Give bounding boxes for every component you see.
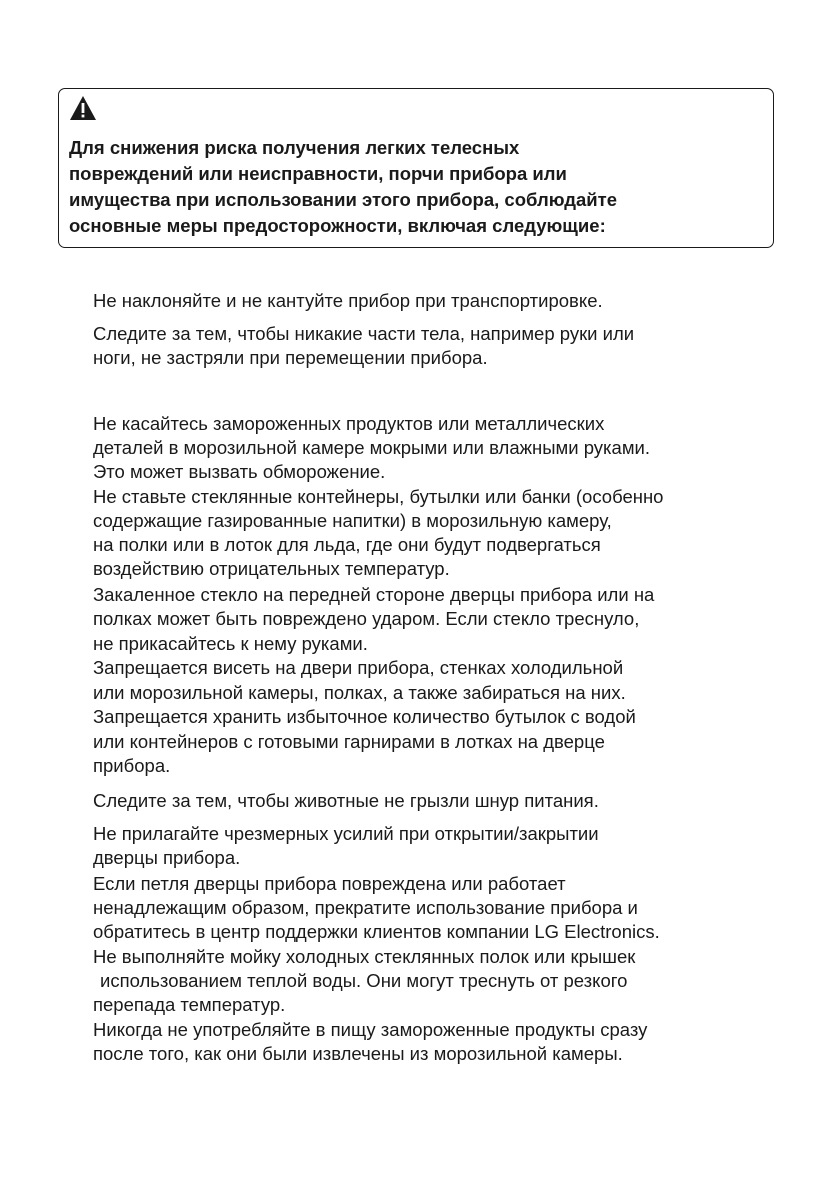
- warning-text: [69, 135, 773, 239]
- body-line: Не выполняйте мойку холодных стеклянных полок или крышек: [93, 946, 636, 967]
- body-line: обратитесь в центр поддержки клиентов компании LG Electronics.: [93, 921, 660, 942]
- body-line: ноги, не застряли при перемещении прибора.: [93, 347, 488, 368]
- body-line: воздействию отрицательных температур.: [93, 558, 450, 579]
- warning-line: основные меры предосторожности, включая следующие:: [69, 215, 606, 236]
- body-line: перепада температур.: [93, 994, 286, 1015]
- body-line: Запрещается хранить избыточное количество бутылок с водой: [93, 706, 636, 727]
- body-line: Не касайтесь замороженных продуктов или металлических: [93, 413, 605, 434]
- body-line: Закаленное стекло на передней стороне дверцы прибора или на: [93, 584, 655, 605]
- body-line: на полки или в лоток для льда, где они будут подвергаться: [93, 534, 601, 555]
- body-line: Следите за тем, чтобы никакие части тела, например руки или: [93, 323, 635, 344]
- body-line: Не прилагайте чрезмерных усилий при открытии/закрытии: [93, 823, 599, 844]
- warning-triangle-icon: [69, 95, 97, 121]
- body-line: дверцы прибора.: [93, 847, 241, 868]
- body-line: ненадлежащим образом, прекратите использование прибора и: [93, 897, 638, 918]
- body-line: Никогда не употребляйте в пищу замороженные продукты сразу: [93, 1019, 648, 1040]
- warning-box: [58, 88, 774, 248]
- body-line: полках может быть повреждено ударом. Если стекло треснуло,: [93, 608, 640, 629]
- body-line: Следите за тем, чтобы животные не грызли шнур питания.: [93, 790, 599, 811]
- body-line: или морозильной камеры, полках, а также забираться на них.: [93, 682, 626, 703]
- body-line: Не ставьте стеклянные контейнеры, бутылки или банки (особенно: [93, 486, 664, 507]
- body-line: прибора.: [93, 755, 171, 776]
- body-line: использованием теплой воды. Они могут треснуть от резкого: [100, 970, 628, 991]
- body-line: Запрещается висеть на двери прибора, стенках холодильной: [93, 657, 624, 678]
- body-line: Это может вызвать обморожение.: [93, 461, 386, 482]
- warning-line: имущества при использовании этого прибора, соблюдайте: [69, 189, 618, 210]
- warning-line: повреждений или неисправности, порчи прибора или: [69, 163, 567, 184]
- body-line: содержащие газированные напитки) в морозильную камеру,: [93, 510, 612, 531]
- body-line: Не наклоняйте и не кантуйте прибор при транспортировке.: [93, 290, 603, 311]
- body-line: деталей в морозильной камере мокрыми или влажными руками.: [93, 437, 651, 458]
- body-line: Если петля дверцы прибора повреждена или работает: [93, 873, 566, 894]
- warning-line: Для снижения риска получения легких телесных: [69, 137, 520, 158]
- body-line: после того, как они были извлечены из морозильной камеры.: [93, 1043, 623, 1064]
- body-line: не прикасайтесь к нему руками.: [93, 633, 368, 654]
- body-line: или контейнеров с готовыми гарнирами в лотках на дверце: [93, 731, 605, 752]
